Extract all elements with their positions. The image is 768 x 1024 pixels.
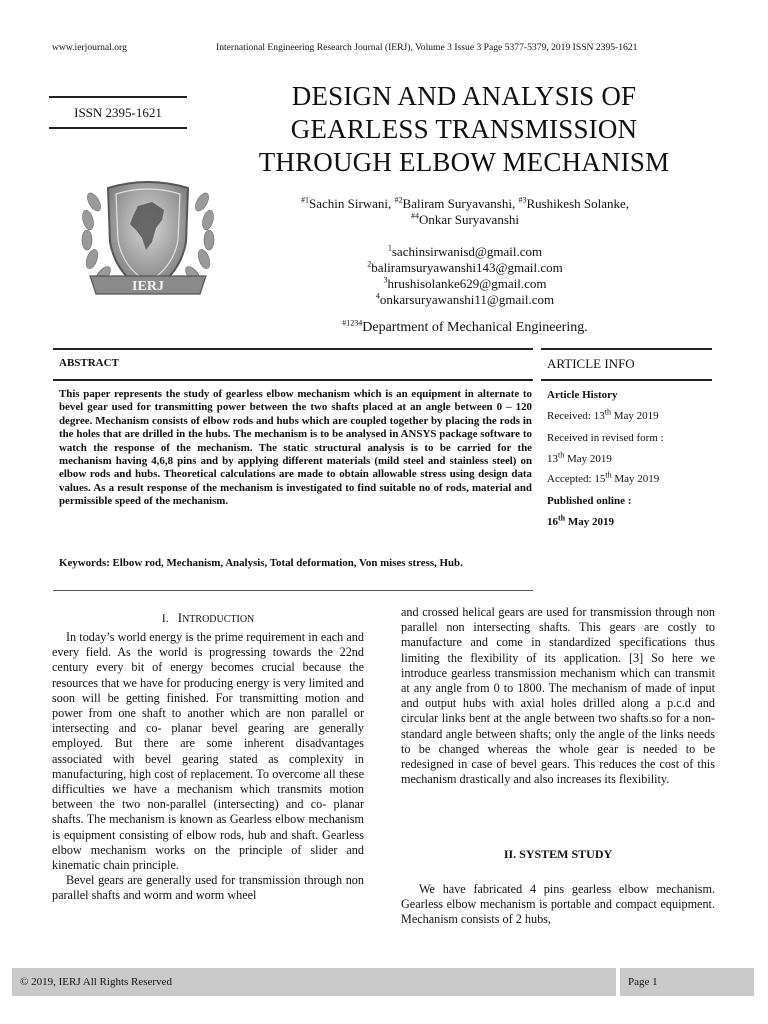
revised-date-pre: 13 (547, 453, 558, 465)
intro-heading-rest: NTRODUCTION (182, 614, 255, 625)
author-4: Onkar Suryavanshi (418, 212, 519, 227)
logo-text: IERJ (132, 279, 164, 294)
department (260, 320, 670, 336)
footer-copyright: © 2019, IERJ All Rights Reserved (20, 976, 172, 988)
received-sup: th (604, 407, 611, 417)
author-1: Sachin Sirwani, (308, 196, 395, 211)
author-4-sup: #4 (410, 211, 419, 221)
author-3: Rushikesh Solanke, (526, 196, 630, 211)
accepted-date (547, 470, 712, 485)
title-line-2: GEARLESS TRANSMISSION (290, 114, 638, 144)
article-info-mid-rule (541, 379, 712, 381)
paper-title (200, 80, 728, 179)
email-2: baliramsuryawanshi143@gmail.com (371, 260, 563, 275)
abstract-bottom-rule (53, 590, 533, 591)
title-line-3: THROUGH ELBOW MECHANISM (258, 147, 670, 177)
published-date-sup: th (558, 513, 566, 523)
journal-website: www.ierjournal.org (52, 42, 127, 53)
published-date (547, 513, 712, 528)
system-study-heading: II. SYSTEM STUDY (503, 847, 613, 861)
accepted-post: May 2019 (611, 473, 660, 485)
right-column-paragraph-1: and crossed helical gears are used for transmission through non parallel non intersecting shafts. This gears are costly to manufacture and come in standardized specifications thus limiting the flexibility of its application. [3] So here we introduce gearless transmission mechanism which can transmit at any angle from 0 to 1800. The mechanism of made of input and output hubs with axial holes drilled along a p.c.d and circular links bent at the angle between two shafts.so for a non-standard angle between shafts; only the angle of the links needs to be changed whereas the whole gear is needed to be redesigned in case of bevel gears. This reduces the cost of this mechanism drastically and also increases its flexibility. (401, 605, 715, 787)
email-4-sup: 4 (375, 291, 380, 301)
author-2-sup: #2 (394, 195, 403, 205)
revised-label: Received in revised form : (547, 432, 664, 444)
system-study-paragraph: We have fabricated 4 pins gearless elbow mechanism. Gearless elbow mechanism is portable and compact equipment. Mechanism consists of 2 hubs, (401, 882, 715, 927)
revised-date (547, 450, 712, 465)
department-text: Department of Mechanical Engineering. (362, 320, 588, 335)
article-info-heading: ARTICLE INFO (547, 356, 635, 371)
keywords: Keywords: Elbow rod, Mechanism, Analysis, Total deformation, Von mises stress, Hub. (59, 557, 463, 569)
email-2-sup: 2 (367, 259, 372, 269)
abstract-text: This paper represents the study of gearless elbow mechanism which is an equipment in alternate to bevel gear used for transmitting power between the two shafts placed at an angle between 0 – 120 degree. Mechanism consists of elbow rods and hubs which are coupled together by placing the rods in the holes that are drilled in the hubs. The mechanism is to be analysed in ANSYS package software to watch the response of the mechanism. The static structural analysis is to be carried for the mechanism having 4,6,8 pins and by applying different materials (mild steel and stainless steel) on elbow rods and hubs. Theoretical calculations are made to obtain allowable stress using design data values. As a result response of the mechanism is investigated to find suitable no of rods, material and permissible speed of the mechanism. (59, 388, 532, 508)
intro-paragraph-1: In today’s world energy is the prime requirement in each and every field. As the world is progressing towards the 22nd century every bit of energy becomes crucial because the resources that we have for producing energy is very limited and soon will be getting finished. For transmitting motion and power from one shaft to another which are non parallel or intersecting and co- planar bevel gearing are generally employed. But there are some inherent disadvantages associated with bevel gearing stated as complexity in manufacturing, high cost of replacement. To overcome all these difficulties we have a mechanism which transmits motion between the two non-parallel (intersecting) and co- planar shafts. The mechanism is known as Gearless elbow mechanism is equipment consisting of elbow rods, hub and shaft. Gearless elbow mechanism works on the principle of slider and kinematic chain principle. (52, 630, 364, 873)
revised-date-sup: th (558, 450, 565, 460)
accepted-pre: Accepted: 15 (547, 473, 606, 485)
email-3: hrushisolanke629@gmail.com (387, 276, 547, 291)
ierj-logo (68, 158, 228, 306)
published-date-pre: 16 (547, 516, 558, 528)
received-post: May 2019 (610, 410, 659, 422)
article-info-top-rule (541, 348, 712, 350)
abstract-heading: ABSTRACT (59, 357, 119, 369)
intro-paragraph-2: Bevel gears are generally used for transmission through non parallel shafts and worm and worm wheel (52, 873, 364, 903)
author-2: Baliram Suryavanshi, (402, 196, 519, 211)
article-history: Article History (547, 389, 618, 401)
revised-date-post: May 2019 (564, 453, 612, 465)
intro-body (52, 630, 364, 904)
author-1-sup: #1 (300, 195, 309, 205)
email-3-sup: 3 (383, 275, 388, 285)
footer-copyright-bar (12, 968, 616, 996)
journal-info: International Engineering Research Journal (IERJ), Volume 3 Issue 3 Page 5377-5379, 2019 ISSN 2395-1621 (216, 42, 638, 53)
authors (240, 196, 690, 228)
footer-page-bar (620, 968, 754, 996)
email-1: sachinsirwanisd@gmail.com (391, 244, 543, 259)
email-1-sup: 1 (387, 243, 392, 253)
published-date-post: May 2019 (565, 516, 615, 528)
author-3-sup: #3 (518, 195, 527, 205)
department-sup: #1234 (342, 318, 363, 328)
accepted-sup: th (605, 470, 612, 480)
email-4: onkarsuryawanshi11@gmail.com (379, 292, 555, 307)
abstract-top-rule (53, 348, 533, 350)
abstract-mid-rule (53, 379, 533, 381)
intro-heading-first: I (177, 610, 183, 625)
published-label: Published online : (547, 495, 632, 507)
intro-heading-num: I. (161, 611, 169, 625)
received-pre: Received: 13 (547, 410, 605, 422)
received-date (547, 407, 712, 422)
title-line-1: DESIGN AND ANALYSIS OF (291, 81, 637, 111)
author-emails (300, 244, 630, 308)
footer-page-number: Page 1 (628, 976, 658, 988)
intro-heading (52, 610, 364, 626)
issn-box: ISSN 2395-1621 (49, 96, 187, 129)
